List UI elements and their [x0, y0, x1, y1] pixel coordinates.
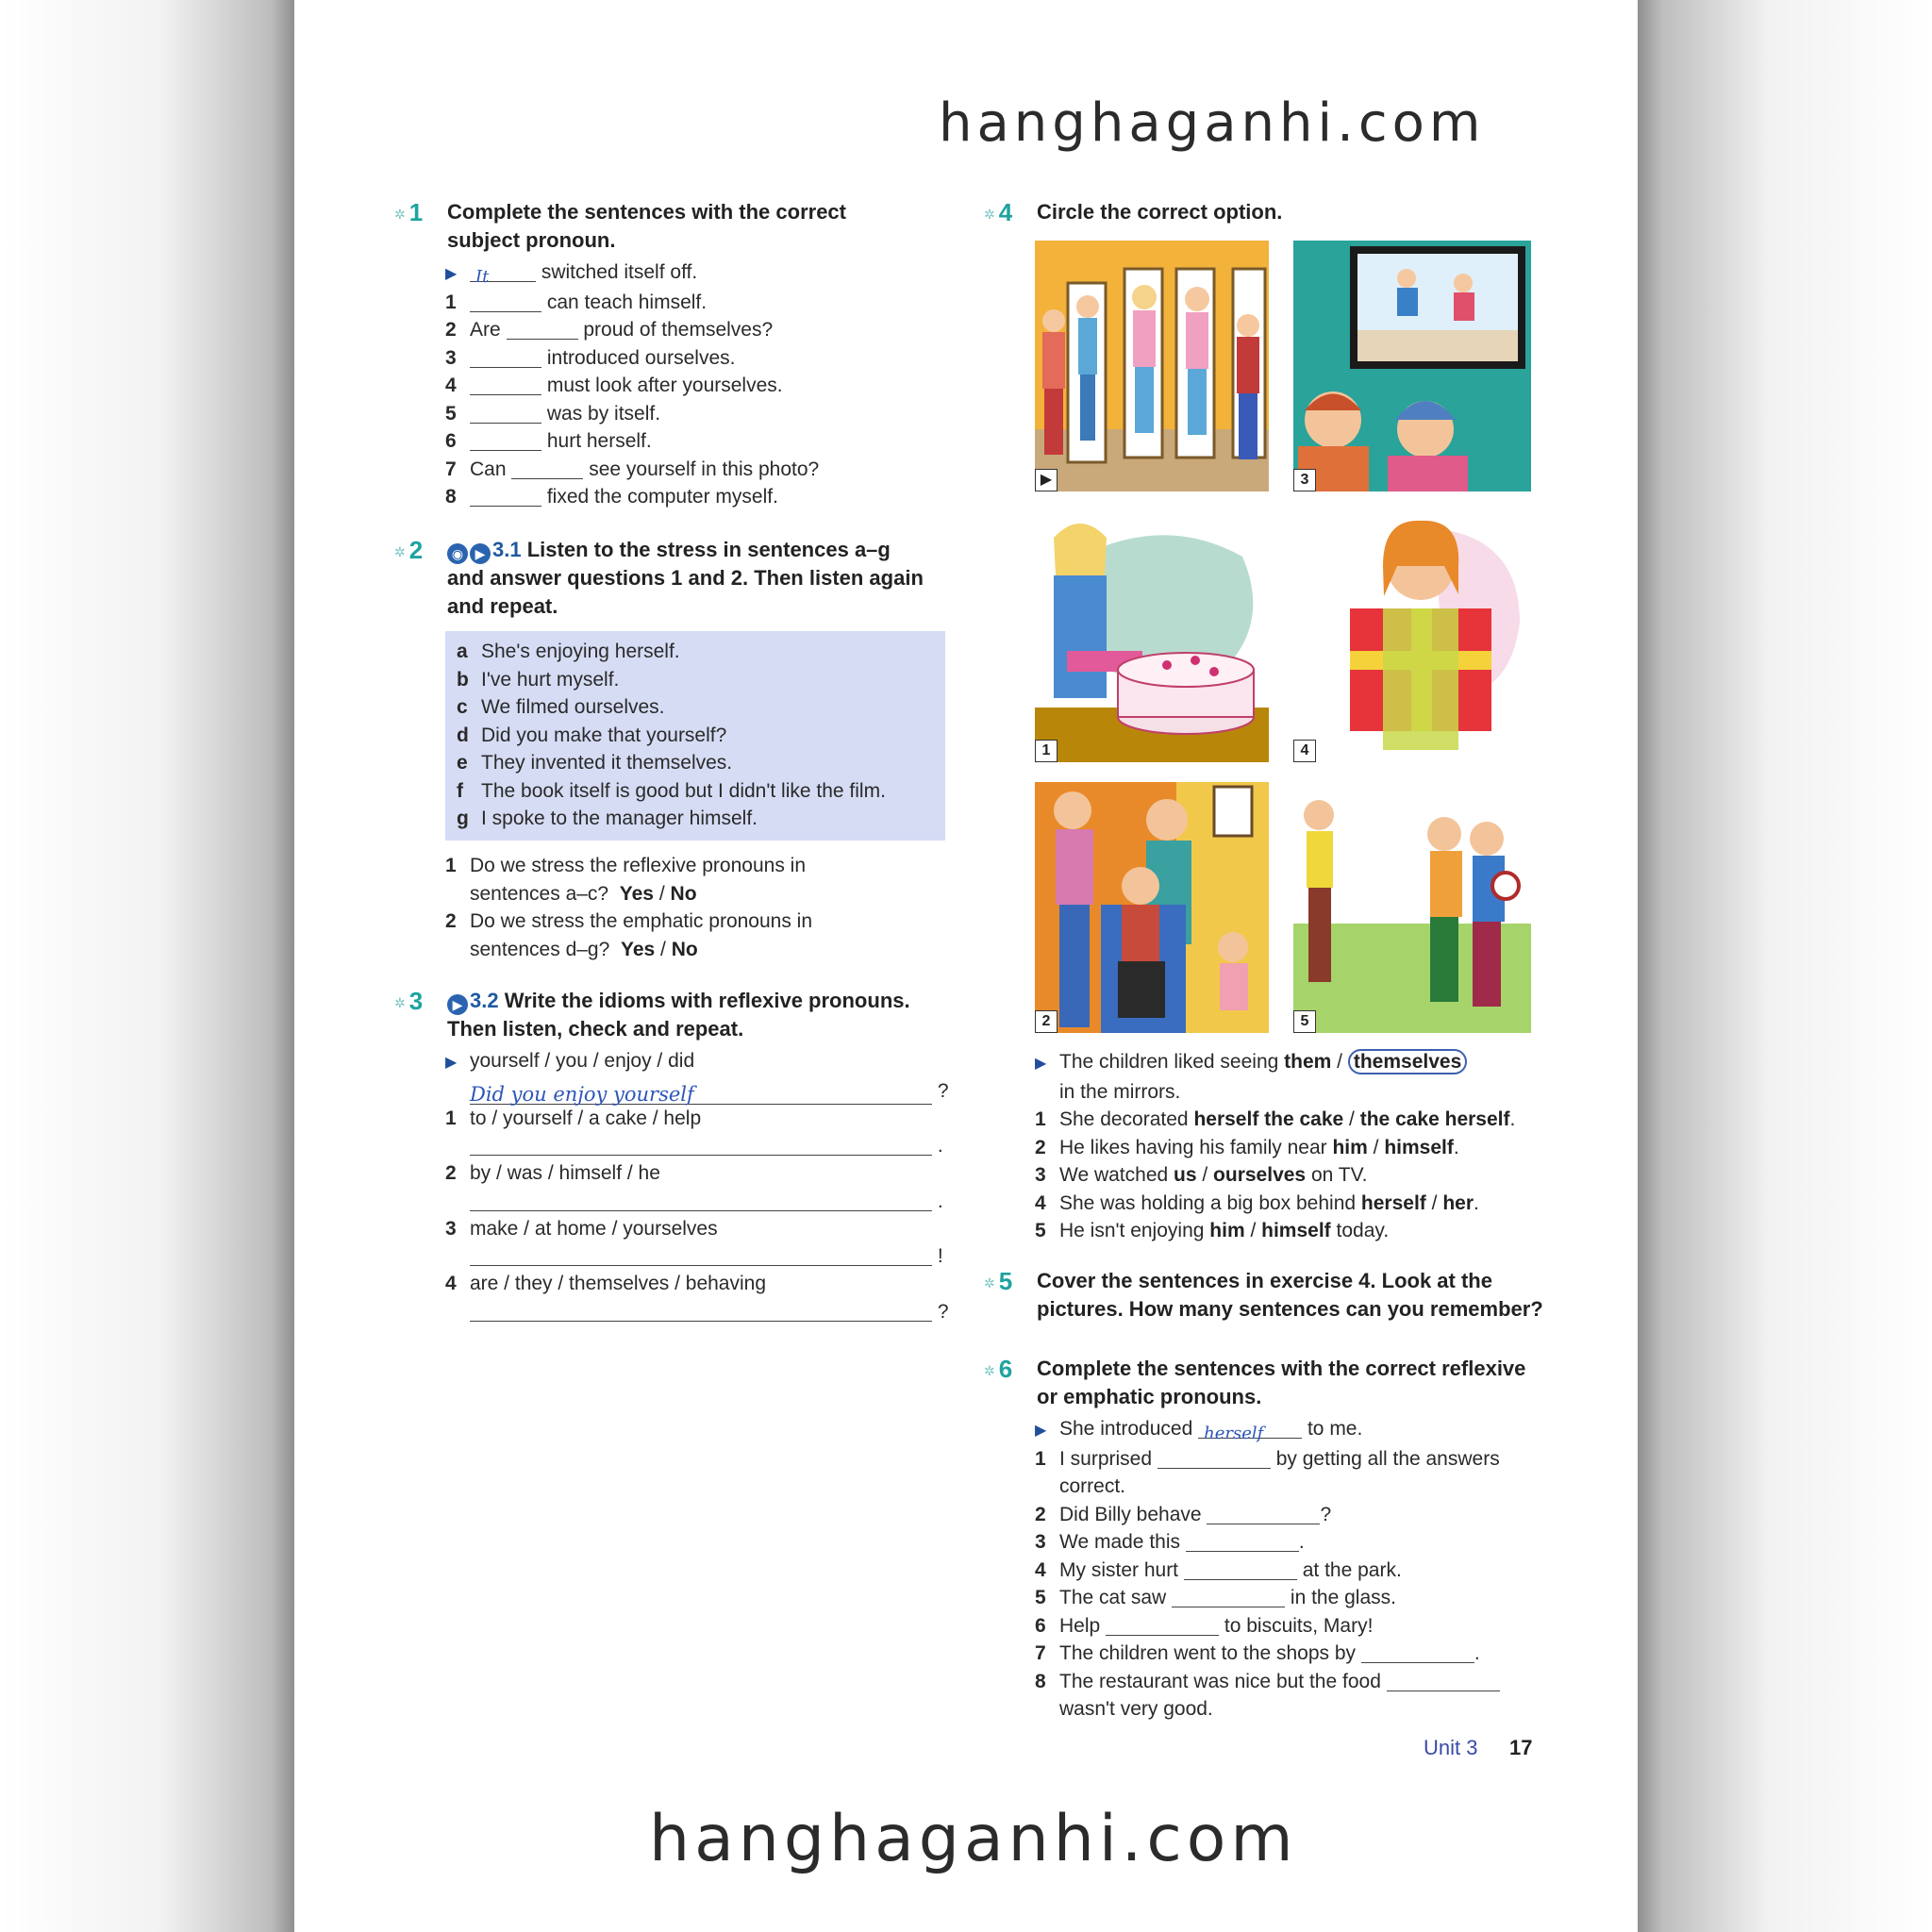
play-audio-icon[interactable]: ▶: [470, 543, 491, 564]
picture-4: [1293, 509, 1531, 762]
picture-1: [1035, 509, 1269, 762]
difficulty-stars-icon: ✲: [984, 207, 995, 223]
item-number: 4: [445, 1273, 457, 1294]
example-text: switched itself off.: [541, 261, 698, 283]
option-a[interactable]: herself the cake: [1193, 1108, 1344, 1130]
handwritten-answer: herself: [1204, 1424, 1264, 1443]
item-suffix: ?: [1320, 1503, 1332, 1525]
exercise-6-item: [1035, 1557, 1550, 1585]
exercise-6-item-cont: [1035, 1695, 1550, 1724]
picture-5: [1293, 782, 1531, 1033]
exercise-6-example: ▶ She introduced herself to me.: [1035, 1418, 1363, 1443]
item-number: 3: [445, 346, 457, 369]
picture-label-4: 4: [1293, 740, 1316, 762]
answer-blank[interactable]: [1186, 1532, 1299, 1552]
exercise-4-item: 1 She decorated herself the cake / the cake herself.: [1035, 1106, 1563, 1134]
boys-football-illustration: [1293, 782, 1531, 1033]
exercise-3-example-answer: Did you enjoy yourself ?: [470, 1079, 949, 1106]
item-number: 5: [1035, 1587, 1046, 1608]
sentence-text: We filmed ourselves.: [481, 696, 665, 718]
exercise-2-title-line-3: and repeat.: [447, 594, 558, 618]
mirrors-illustration: [1035, 241, 1269, 491]
exercise-6-number: ✲ 6: [984, 1355, 1013, 1383]
sentence-item: [457, 638, 947, 666]
item-number: 1: [1035, 1108, 1046, 1130]
item-prefix: She was holding a big box behind: [1059, 1191, 1357, 1214]
exercise-6-item: [1035, 1445, 1550, 1474]
exercise-4-item: 2 He likes having his family near him / himself.: [1035, 1134, 1563, 1162]
exercise-6-item: [1035, 1612, 1550, 1641]
answer-blank[interactable]: [1172, 1588, 1285, 1607]
answer-blank[interactable]: [470, 404, 541, 424]
picture-label-5: 5: [1293, 1010, 1316, 1033]
exercise-1-title-line-1: Complete the sentences with the correct: [447, 200, 846, 224]
page-number: 17: [1509, 1736, 1533, 1759]
item-number: 3: [1035, 1531, 1046, 1553]
sentence-letter: e: [457, 752, 468, 774]
answer-blank[interactable]: [470, 1302, 932, 1322]
exercise-3-item: [445, 1159, 960, 1188]
question-2-cont: sentences d–g? Yes / No: [470, 938, 698, 960]
option-b[interactable]: himself: [1384, 1136, 1454, 1158]
cake-decorating-illustration: [1035, 509, 1269, 762]
exercise-2-sentences: [457, 638, 947, 833]
item-number: 7: [445, 458, 457, 480]
answer-blank[interactable]: [507, 320, 578, 340]
exercise-1-item: [445, 427, 923, 456]
item-number: 1: [445, 1107, 457, 1129]
exercise-3-title-line-1: Write the idioms with reflexive pronouns.: [504, 989, 910, 1012]
sentence-item: [457, 805, 947, 833]
exercise-3-answer-line: [445, 1298, 960, 1325]
item-prefix: The children went to the shops by: [1059, 1642, 1357, 1664]
difficulty-stars-icon: ✲: [394, 995, 406, 1011]
answer-blank[interactable]: [470, 262, 536, 287]
exercise-1-item: [445, 456, 923, 484]
item-number: 5: [1035, 1220, 1046, 1241]
answer-blank[interactable]: [1198, 1419, 1302, 1443]
answer-blank[interactable]: [1387, 1672, 1500, 1691]
picture-label-example: ▶: [1035, 469, 1058, 491]
example-arrow-icon: ▶: [1035, 1423, 1047, 1439]
item-number: 6: [1035, 1614, 1046, 1637]
exercise-3-answer-line: [445, 1132, 960, 1159]
exercise-1-item: [445, 344, 923, 373]
item-suffix: .: [1509, 1108, 1516, 1130]
sentence-text: I spoke to the manager himself.: [481, 808, 758, 829]
item-continuation: wasn't very good.: [1059, 1698, 1213, 1720]
item-number: 6: [445, 430, 457, 452]
item-prefix: Help: [1059, 1614, 1101, 1637]
answer-blank[interactable]: [470, 1246, 932, 1266]
exercise-6-item: [1035, 1501, 1550, 1529]
exercise-6-title-line-2: or emphatic pronouns.: [1037, 1385, 1262, 1408]
exercise-5: [984, 1267, 1550, 1324]
no-option[interactable]: No: [671, 938, 698, 960]
exercise-3-item: [445, 1105, 960, 1133]
answer-blank[interactable]: [470, 292, 541, 312]
sentence-letter: a: [457, 641, 468, 662]
exercise-5-title-line-1: Cover the sentences in exercise 4. Look at the: [1037, 1269, 1492, 1292]
item-text: introduced ourselves.: [546, 346, 736, 369]
answer-blank[interactable]: [470, 1191, 932, 1211]
exercise-3-example-words: ▶ yourself / you / enjoy / did: [445, 1047, 960, 1077]
sentence-letter: c: [457, 696, 468, 718]
gift-box-illustration: [1293, 509, 1531, 762]
unit-label: Unit 3: [1424, 1736, 1478, 1759]
answer-blank[interactable]: [1207, 1505, 1320, 1524]
question-2: 2 Do we stress the emphatic pronouns in: [445, 910, 813, 932]
exercise-2-heading: [394, 536, 960, 621]
exercise-2-number: ✲ 2: [394, 536, 424, 564]
item-text: was by itself.: [546, 402, 661, 425]
item-prefix: I surprised: [1059, 1447, 1153, 1470]
item-words: make / at home / yourselves: [470, 1217, 718, 1240]
item-prefix: We made this: [1059, 1531, 1180, 1553]
answer-blank[interactable]: [511, 459, 583, 479]
exercise-3-item: [445, 1270, 960, 1298]
item-number: 3: [1035, 1164, 1046, 1186]
option-b[interactable]: himself: [1261, 1220, 1331, 1241]
answer-blank[interactable]: [470, 487, 541, 507]
item-text: must look after yourselves.: [546, 375, 783, 396]
sentence-letter: g: [457, 808, 469, 829]
item-text: hurt herself.: [546, 430, 652, 452]
sentence-text: They invented it themselves.: [481, 752, 733, 774]
item-text: fixed the computer myself.: [546, 486, 778, 508]
item-suffix: at the park.: [1302, 1558, 1402, 1581]
exercise-3-heading: [394, 987, 960, 1043]
item-suffix: to biscuits, Mary!: [1224, 1614, 1374, 1637]
exercise-1-item: [445, 483, 923, 511]
item-prefix: She decorated: [1059, 1108, 1189, 1130]
sentence-text: Did you make that yourself?: [481, 724, 727, 746]
picture-label-1: 1: [1035, 740, 1058, 762]
exercise-4: [984, 198, 1550, 226]
item-prefix: Did Billy behave: [1059, 1503, 1202, 1525]
sentence-item: [457, 693, 947, 722]
exercise-1-item: [445, 289, 923, 317]
sentence-letter: f: [457, 779, 463, 802]
watermark-top: hanghaganhi.com: [939, 92, 1486, 154]
exercise-4-item: 5 He isn't enjoying him / himself today.: [1035, 1217, 1563, 1245]
exercise-6: [984, 1355, 1550, 1724]
tv-skateboard-illustration: [1293, 241, 1531, 491]
item-prefix: He isn't enjoying: [1059, 1220, 1205, 1241]
answer-blank[interactable]: [470, 348, 541, 368]
exercise-1-item: [445, 400, 923, 428]
exercise-6-item: [1035, 1584, 1550, 1612]
answer-blank[interactable]: [1158, 1449, 1271, 1469]
item-prefix: Can: [470, 458, 507, 480]
page-shadow-left: [0, 0, 294, 1932]
picture-3: [1293, 241, 1531, 491]
answer-blank[interactable]: [470, 375, 541, 395]
item-suffix: on TV.: [1310, 1164, 1368, 1186]
exercise-5-title-line-2: pictures. How many sentences can you remember?: [1037, 1297, 1543, 1321]
option-a[interactable]: us: [1174, 1164, 1197, 1186]
no-option[interactable]: No: [670, 882, 697, 905]
exercise-3-item: [445, 1215, 960, 1243]
handwritten-answer: It: [475, 267, 490, 287]
difficulty-stars-icon: ✲: [984, 1363, 995, 1379]
exercise-2-title-line-1: Listen to the stress in sentences a–g: [526, 538, 891, 561]
exercise-4-sentences: [1035, 1048, 1563, 1245]
option-b[interactable]: her: [1442, 1191, 1474, 1214]
sentence-item: [457, 722, 947, 750]
item-number: 8: [445, 486, 457, 508]
option-b[interactable]: ourselves: [1213, 1164, 1307, 1186]
item-continuation: correct.: [1059, 1475, 1126, 1497]
item-number: 5: [445, 402, 457, 425]
yes-option[interactable]: Yes: [619, 882, 654, 905]
exercise-6-item-cont: [1035, 1473, 1550, 1501]
exercise-6-title-line-1: Complete the sentences with the correct reflexive: [1037, 1357, 1526, 1380]
difficulty-stars-icon: ✲: [394, 544, 406, 560]
exercise-3: [394, 987, 960, 1325]
item-words: are / they / themselves / behaving: [470, 1273, 767, 1294]
sentence-item: [457, 749, 947, 777]
audio-track-number: 3.1: [492, 538, 522, 561]
item-prefix: The restaurant was nice but the food: [1059, 1670, 1381, 1692]
answer-blank[interactable]: [1106, 1616, 1219, 1636]
exercise-5-heading: [984, 1267, 1550, 1324]
line-end-punctuation: !: [937, 1245, 943, 1267]
example-arrow-icon: ▶: [445, 266, 458, 282]
item-number: 8: [1035, 1670, 1046, 1692]
option-b-circled[interactable]: themselves: [1348, 1049, 1467, 1074]
sentence-text: She's enjoying herself.: [481, 641, 680, 662]
difficulty-stars-icon: ✲: [394, 207, 406, 223]
exercise-1-example: [445, 258, 923, 289]
item-suffix: by getting all the answers: [1275, 1447, 1500, 1470]
answer-blank[interactable]: [470, 431, 541, 451]
picture-2: [1035, 782, 1269, 1033]
exercise-3-answer-line: [445, 1242, 960, 1270]
play-audio-icon[interactable]: ▶: [447, 994, 468, 1015]
page-shadow-right: [1638, 0, 1932, 1932]
answer-blank[interactable]: [470, 1136, 932, 1156]
difficulty-stars-icon: ✲: [984, 1275, 995, 1291]
item-suffix: .: [1474, 1642, 1480, 1664]
exercise-3-title-line-2: Then listen, check and repeat.: [447, 1017, 744, 1041]
sentence-item: [457, 777, 947, 806]
sentence-text: The book itself is good but I didn't like the film.: [481, 779, 886, 802]
exercise-1-number: ✲ 1: [394, 198, 424, 226]
item-text: can teach himself.: [546, 291, 708, 313]
exercise-4-item: 4 She was holding a big box behind herself / her.: [1035, 1190, 1563, 1218]
item-number: 4: [445, 375, 457, 396]
exercise-1: [394, 198, 923, 511]
audio-cd-icon[interactable]: ◉: [447, 543, 468, 564]
option-b[interactable]: the cake herself: [1359, 1108, 1510, 1130]
option-a[interactable]: herself: [1360, 1191, 1426, 1214]
line-end-punctuation: .: [937, 1190, 943, 1212]
exercise-4-heading: [984, 198, 1550, 226]
item-number: 4: [1035, 1558, 1046, 1581]
item-number: 1: [445, 291, 457, 313]
exercise-1-title-line-2: subject pronoun.: [447, 228, 616, 252]
item-suffix: today.: [1336, 1220, 1390, 1241]
exercise-1-item: [445, 372, 923, 400]
example-arrow-icon: ▶: [445, 1055, 458, 1071]
yes-option[interactable]: Yes: [620, 938, 656, 960]
option-a[interactable]: him: [1332, 1136, 1368, 1158]
item-number: 3: [445, 1217, 457, 1240]
item-words: by / was / himself / he: [470, 1162, 660, 1184]
item-number: 2: [1035, 1503, 1046, 1525]
item-number: 7: [1035, 1642, 1046, 1664]
item-number: 4: [1035, 1191, 1046, 1214]
line-end-punctuation: ?: [937, 1300, 949, 1323]
sentence-item: [457, 666, 947, 694]
exercise-6-item: [1035, 1668, 1550, 1696]
item-number: 1: [1035, 1447, 1046, 1470]
question-1-cont: sentences a–c? Yes / No: [470, 882, 697, 905]
item-suffix: .: [1298, 1531, 1305, 1553]
sentence-letter: b: [457, 668, 469, 691]
item-prefix: My sister hurt: [1059, 1558, 1179, 1581]
item-text: proud of themselves?: [583, 319, 774, 341]
item-prefix: He likes having his family near: [1059, 1136, 1327, 1158]
exercise-5-number: ✲ 5: [984, 1267, 1013, 1295]
example-arrow-icon: ▶: [1035, 1056, 1047, 1072]
audio-track-number: 3.2: [470, 989, 499, 1012]
exercise-4-number: ✲ 4: [984, 198, 1013, 226]
exercise-2-questions: [445, 852, 955, 963]
answer-line[interactable]: [470, 1081, 932, 1105]
item-number: 2: [1035, 1136, 1046, 1158]
exercise-1-heading: [394, 198, 923, 255]
exercise-4-example: ▶ The children liked seeing them / themselves: [1035, 1048, 1563, 1078]
question-1: 1 Do we stress the reflexive pronouns in: [445, 855, 807, 876]
exercise-4-example-cont: in the mirrors.: [1059, 1080, 1181, 1103]
exercise-4-title: Circle the correct option.: [1037, 200, 1283, 224]
item-number: 2: [445, 319, 457, 341]
exercise-2-title-line-2: and answer questions 1 and 2. Then listen again: [447, 566, 924, 590]
exercise-2: [394, 536, 960, 621]
sentence-text: I've hurt myself.: [481, 668, 620, 691]
exercise-3-number: ✲ 3: [394, 987, 424, 1015]
exercise-6-heading: [984, 1355, 1550, 1411]
exercise-3-answer-line: [445, 1188, 960, 1215]
exercise-6-item: [1035, 1528, 1550, 1557]
family-illustration: [1035, 782, 1269, 1033]
answer-blank[interactable]: [1184, 1560, 1297, 1580]
sentence-letter: d: [457, 724, 469, 746]
picture-example: [1035, 241, 1269, 491]
item-number: 2: [445, 1162, 457, 1184]
picture-label-3: 3: [1293, 469, 1316, 491]
exercise-4-item: 3 We watched us / ourselves on TV.: [1035, 1161, 1563, 1190]
option-a[interactable]: him: [1209, 1220, 1245, 1241]
item-prefix: The cat saw: [1059, 1587, 1167, 1608]
item-prefix: Are: [470, 319, 501, 341]
watermark-bottom: hanghaganhi.com: [649, 1802, 1298, 1876]
item-text: see yourself in this photo?: [589, 458, 820, 480]
answer-blank[interactable]: [1361, 1643, 1474, 1663]
item-prefix: We watched: [1059, 1164, 1169, 1186]
item-suffix: .: [1453, 1136, 1459, 1158]
option-a[interactable]: them: [1284, 1051, 1332, 1073]
line-end-punctuation: .: [937, 1135, 943, 1157]
picture-label-2: 2: [1035, 1010, 1058, 1033]
exercise-1-item: [445, 316, 923, 344]
handwritten-answer: Did you enjoy yourself: [470, 1082, 694, 1106]
exercise-6-item: [1035, 1640, 1550, 1668]
item-suffix: in the glass.: [1290, 1587, 1396, 1608]
item-words: to / yourself / a cake / help: [470, 1107, 702, 1129]
item-suffix: .: [1474, 1191, 1479, 1214]
